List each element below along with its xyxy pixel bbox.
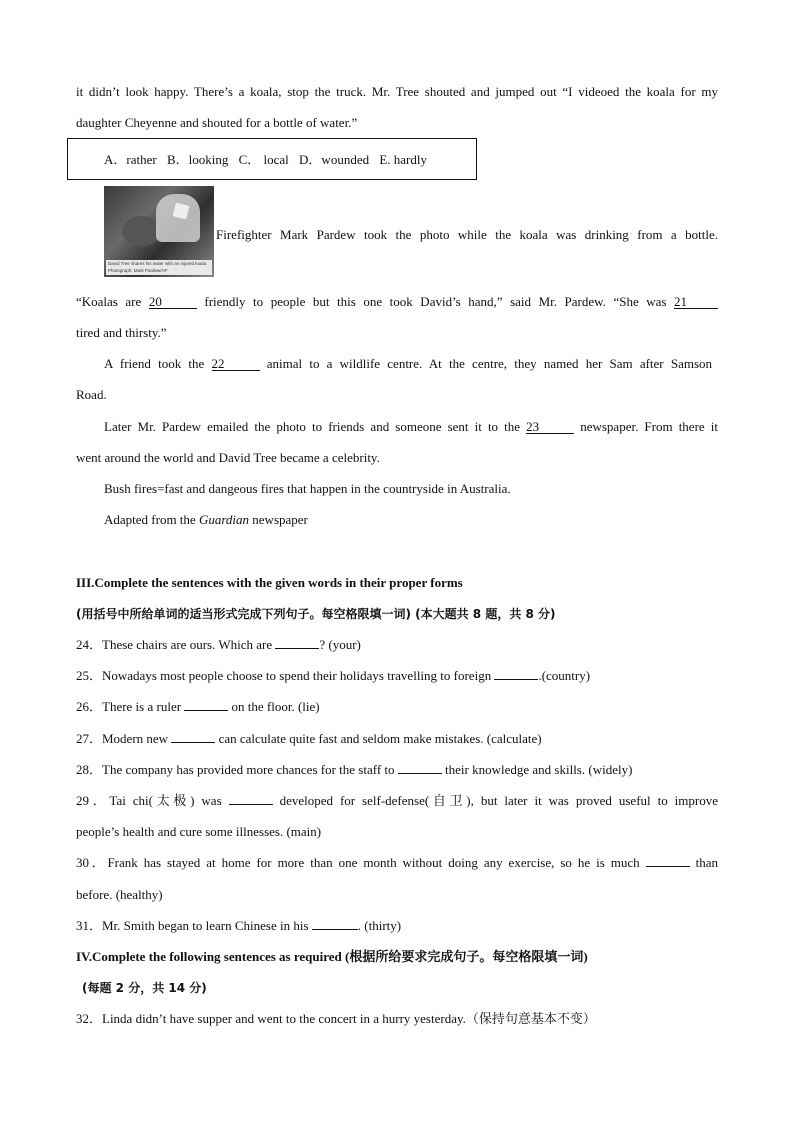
passage-line: tired and thirsty.” bbox=[76, 325, 167, 340]
question-29-cont: people’s health and cure some illnesses. (main) bbox=[76, 824, 322, 839]
question-31: 31．Mr. Smith began to learn Chinese in his . (thirty) bbox=[76, 918, 402, 933]
question-32: 32．Linda didn’t have supper and went to the concert in a hurry yesterday.（保持句意基本不变） bbox=[76, 1011, 596, 1026]
blank-23[interactable]: 23 bbox=[526, 420, 574, 434]
question-26: 26．There is a ruler on the floor. (lie) bbox=[76, 699, 320, 714]
answer-blank-26[interactable] bbox=[184, 710, 228, 711]
option-a: A．rather bbox=[104, 152, 157, 167]
source-note: Adapted from the Guardian newspaper bbox=[104, 512, 308, 527]
question-30: 30．Frank has stayed at home for more than one month without doing any exercise, so he is much than bbox=[76, 855, 718, 870]
question-25: 25．Nowadays most people choose to spend their holidays travelling to foreign .(country) bbox=[76, 668, 591, 683]
answer-blank-25[interactable] bbox=[494, 679, 538, 680]
option-b: B．looking bbox=[166, 152, 229, 167]
answer-blank-31[interactable] bbox=[312, 929, 358, 930]
section-3-instructions: (用括号中所给单词的适当形式完成下列句子。每空格限填一词) (本大题共 8 题，共 8 分) bbox=[76, 607, 556, 621]
section-3-heading: III.Complete the sentences with the given words in their proper forms bbox=[76, 575, 463, 590]
passage-line: A friend took the 22 animal to a wildlife centre. At the centre, they named her Sam after Samson bbox=[104, 356, 712, 371]
question-29: 29．Tai chi(太极) was developed for self-defense(自卫), but later it was proved useful to improve bbox=[76, 793, 718, 808]
section-4-score: (每题 2 分，共 14 分) bbox=[82, 981, 207, 995]
passage-line: Firefighter Mark Pardew took the photo while the koala was drinking from a bottle. bbox=[216, 227, 718, 242]
option-d: D．wounded bbox=[299, 152, 370, 167]
passage-line: daughter Cheyenne and shouted for a bottle of water.” bbox=[76, 115, 358, 130]
firefighter-shape bbox=[156, 194, 200, 242]
blank-22[interactable]: 22 bbox=[212, 357, 260, 371]
word-options bbox=[104, 152, 434, 168]
option-e: E. hardly bbox=[379, 152, 427, 167]
question-28: 28．The company has provided more chances for the staff to their knowledge and skills. (widely) bbox=[76, 762, 633, 777]
passage-line: Later Mr. Pardew emailed the photo to friends and someone sent it to the 23 newspaper. From there it bbox=[104, 419, 718, 434]
passage-line: “Koalas are 20 friendly to people but this one took David’s hand,” said Mr. Pardew. “She was 21 bbox=[76, 294, 718, 310]
word-options-box bbox=[67, 138, 477, 180]
answer-blank-30[interactable] bbox=[646, 866, 690, 867]
passage-line: went around the world and David Tree became a celebrity. bbox=[76, 450, 380, 465]
option-c: C． local bbox=[238, 152, 289, 167]
answer-blank-29[interactable] bbox=[229, 804, 273, 805]
question-27: 27．Modern new can calculate quite fast and seldom make mistakes. (calculate) bbox=[76, 731, 542, 746]
answer-blank-28[interactable] bbox=[398, 773, 442, 774]
question-24: 24．These chairs are ours. Which are ? (your) bbox=[76, 637, 361, 652]
passage-line: Road. bbox=[76, 387, 107, 402]
answer-blank-27[interactable] bbox=[171, 742, 215, 743]
blank-20[interactable]: 20 bbox=[149, 295, 197, 309]
blank-21[interactable]: 21 bbox=[674, 295, 718, 309]
passage-line: it didn’t look happy. There’s a koala, stop the truck. Mr. Tree shouted and jumped out “I videoed the koala for my bbox=[76, 84, 718, 99]
answer-blank-24[interactable] bbox=[275, 648, 319, 649]
question-30-cont: before. (healthy) bbox=[76, 887, 163, 902]
section-4-heading: IV.Complete the following sentences as required (根据所给要求完成句子。每空格限填一词) bbox=[76, 949, 588, 964]
koala-photo bbox=[104, 186, 214, 277]
footnote: Bush fires=fast and dangeous fires that happen in the countryside in Australia. bbox=[104, 481, 511, 496]
photo-caption: David Tree shares his water with an injured koala. Photograph: Mark Pardew/AP bbox=[106, 260, 212, 275]
